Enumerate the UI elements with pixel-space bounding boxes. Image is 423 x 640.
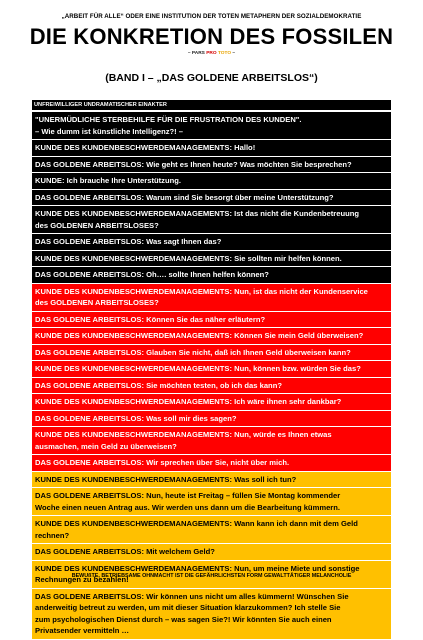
dialogue-row — [32, 328, 391, 345]
dialogue-line: DAS GOLDENE ARBEITSLOS: Was sagt Ihnen das? — [35, 237, 222, 246]
dialogue-row — [32, 516, 391, 544]
page-title: DIE KONKRETION DES FOSSILEN — [29, 24, 394, 49]
pars-toto: TOTO — [217, 51, 232, 56]
dialogue-row — [32, 312, 391, 329]
dialogue-line: KUNDE DES KUNDENBESCHWERDEMANAGEMENTS: Können Sie mein Geld überweisen? — [35, 331, 364, 340]
dialogue-line: Rechnungen zu bezahlen! — [35, 575, 129, 584]
dialogue-row — [32, 173, 391, 190]
dialogue-line: DAS GOLDENE ARBEITSLOS: Glauben Sie nicht, daß ich Ihnen Geld überweisen kann? — [35, 347, 351, 357]
dialogue-row — [32, 427, 391, 455]
dialogue-line: DAS GOLDENE ARBEITSLOS: Nun, heute ist Freitag – füllen Sie Montag kommender — [35, 491, 341, 500]
dialogue-line: KUNDE DES KUNDENBESCHWERDEMANAGEMENTS: Was soll ich tun? — [35, 474, 297, 484]
dialogue-line: DAS GOLDENE ARBEITSLOS: Oh…. sollte Ihnen helfen können? — [35, 270, 269, 279]
dialogue-row — [32, 411, 391, 428]
dialogue-row — [32, 488, 391, 516]
dialogue-line: KUNDE DES KUNDENBESCHWERDEMANAGEMENTS: Nun, ist das nicht der Kundenservice — [35, 286, 368, 296]
dialogue-line: DAS GOLDENE ARBEITSLOS: Warum sind Sie besorgt über meine Unterstützung? — [35, 192, 334, 202]
dialogue-row — [32, 190, 391, 207]
pars-left: – PARS — [187, 51, 207, 56]
dialogue-table — [32, 112, 391, 640]
dialogue-line: DAS GOLDENE ARBEITSLOS: Was soll mir dies sagen? — [35, 413, 237, 423]
dialogue-line: ausmachen, mein Geld zu überweisen? — [35, 441, 177, 451]
dialogue-row — [32, 112, 391, 140]
dialogue-row — [32, 251, 391, 268]
band-subtitle: (BAND I – „DAS GOLDENE ARBEITSLOS“) — [105, 72, 318, 84]
play-subtitle-bar: UNFREIWILLIGER UNDRAMATISCHER EINAKTER — [32, 100, 391, 110]
dialogue-row — [32, 361, 391, 378]
dialogue-row — [32, 345, 391, 362]
dialogue-row — [32, 157, 391, 174]
dialogue-line: DAS GOLDENE ARBEITSLOS: Mit welchem Geld? — [35, 547, 215, 556]
dialogue-line: des GOLDENEN ARBEITSLOSES? — [35, 220, 159, 230]
dialogue-line: KUNDE DES KUNDENBESCHWERDEMANAGEMENTS: Ist das nicht die Kundenbetreuung — [35, 209, 360, 218]
dialogue-line: DAS GOLDENE ARBEITSLOS: Sie möchten testen, ob ich das kann? — [35, 380, 282, 390]
pars-pro: PRO — [206, 51, 218, 56]
dialogue-row — [32, 284, 391, 312]
dialogue-row — [32, 267, 391, 284]
dialogue-line: KUNDE DES KUNDENBESCHWERDEMANAGEMENTS: Wann kann ich dann mit dem Geld — [35, 519, 358, 528]
dialogue-line: Woche einen neuen Antrag aus. Wir werden uns dann um die Bearbeitung kümmern. — [35, 502, 340, 512]
dialogue-line: KUNDE: Ich brauche Ihre Unterstützung. — [35, 176, 181, 185]
dialogue-line: KUNDE DES KUNDENBESCHWERDEMANAGEMENTS: Ich wäre ihnen sehr dankbar? — [35, 397, 342, 406]
dialogue-line: KUNDE DES KUNDENBESCHWERDEMANAGEMENTS: Nun, um meine Miete und sonstige — [35, 563, 360, 573]
dialogue-line: zum psychologischen Dienst durch – was sagen Sie?! Wir könnten Sie auch einen — [35, 614, 332, 624]
pars-pro-toto-line — [0, 51, 423, 56]
top-line: „ARBEIT FÜR ALLE“ ODER EINE INSTITUTION DER TOTEN METAPHERN DER SOZIALDEMOKRATIE — [61, 13, 362, 20]
dialogue-line: Privatsender vermitteln … — [35, 626, 130, 635]
dialogue-line: DAS GOLDENE ARBEITSLOS: Wie geht es Ihnen heute? Was möchten Sie besprechen? — [35, 159, 352, 169]
dialogue-row — [32, 234, 391, 251]
dialogue-row — [32, 589, 391, 640]
dialogue-line: KUNDE DES KUNDENBESCHWERDEMANAGEMENTS: Sie sollten mir helfen können. — [35, 253, 342, 263]
dialogue-line: KUNDE DES KUNDENBESCHWERDEMANAGEMENTS: Nun, würde es Ihnen etwas — [35, 430, 332, 439]
dialogue-line: "UNERMÜDLICHE STERBEHILFE FÜR DIE FRUSTRATION DES KUNDEN". — [35, 115, 302, 124]
dialogue-row — [32, 206, 391, 234]
dialogue-line: rechnen? — [35, 530, 70, 540]
dialogue-row — [32, 455, 391, 472]
footer-motto: BEWUßTE, BETRIEBSAME OHNMACHT IST DIE GEFÄHRLICHSTEN FORM GEWALTTÄTIGER MELANCHOLIE — [71, 573, 352, 579]
dialogue-line: anderweitig betreut zu werden, um mit dieser Situation klarzukommen? Ich stelle Sie — [35, 603, 341, 612]
dialogue-line: DAS GOLDENE ARBEITSLOS: Wir sprechen über Sie, nicht über mich. — [35, 458, 290, 467]
dialogue-row — [32, 472, 391, 489]
dialogue-line: KUNDE DES KUNDENBESCHWERDEMANAGEMENTS: Hallo! — [35, 143, 256, 152]
dialogue-row — [32, 394, 391, 411]
dialogue-row — [32, 544, 391, 561]
pars-right: – — [231, 51, 236, 56]
dialogue-line: DAS GOLDENE ARBEITSLOS: Können Sie das näher erläutern? — [35, 314, 266, 324]
dialogue-line: des GOLDENEN ARBEITSLOSES? — [35, 298, 159, 307]
dialogue-line: KUNDE DES KUNDENBESCHWERDEMANAGEMENTS: Nun, können bzw. würden Sie das? — [35, 364, 361, 373]
dialogue-row — [32, 378, 391, 395]
dialogue-line: DAS GOLDENE ARBEITSLOS: Wir können uns nicht um alles kümmern! Wünschen Sie — [35, 591, 349, 601]
dialogue-line: – Wie dumm ist künstliche Intelligenz?! – — [35, 126, 184, 136]
dialogue-row — [32, 140, 391, 157]
